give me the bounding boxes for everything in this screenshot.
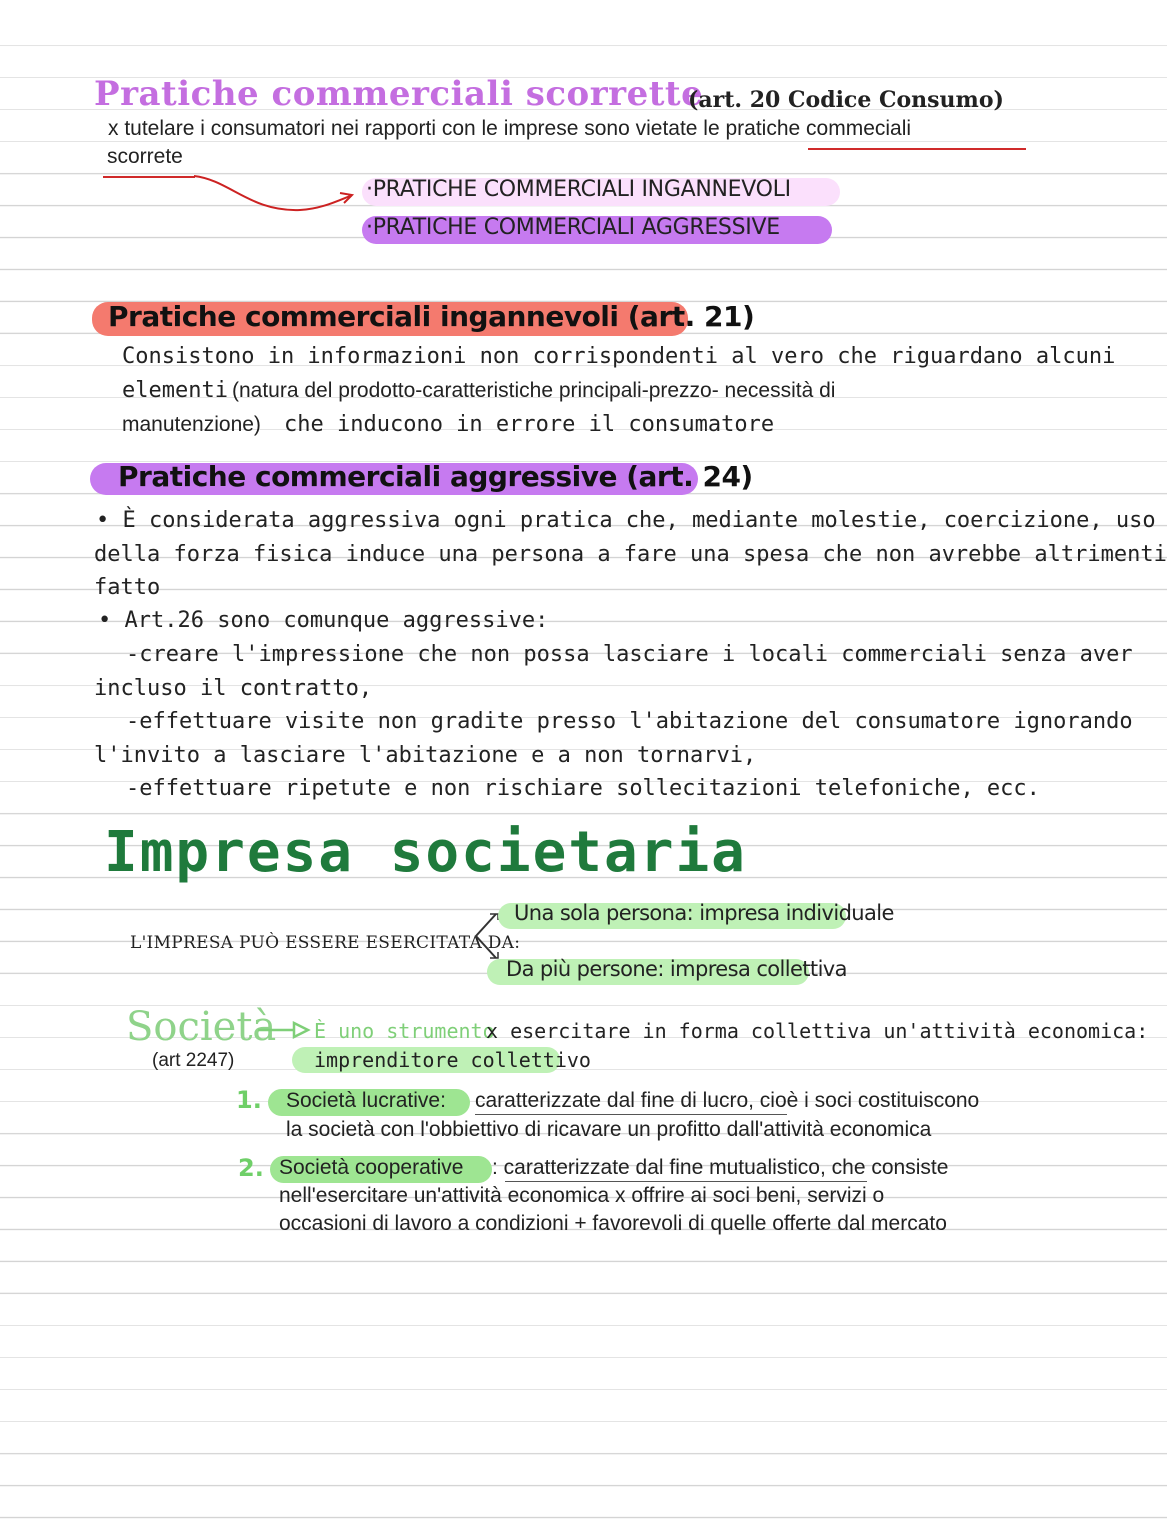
societa-word: Società: [126, 1004, 277, 1050]
societa-def-a: È uno strumento: [314, 1019, 495, 1043]
societa-ref: (art 2247): [152, 1050, 235, 1071]
ingannevoli-line-3a: manutenzione): [122, 413, 261, 436]
ingannevoli-line-3b: che inducono in errore il consumatore: [284, 412, 775, 437]
ingannevoli-line-2a: elementi: [122, 378, 228, 403]
aggressive-p1-line-2: della forza fisica induce una persona a fare una spesa che non avrebbe altrimenti: [94, 542, 1167, 567]
heading-impresa-societaria: Impresa societaria: [104, 820, 747, 885]
option-collettiva: Da più persone: impresa collettiva: [506, 957, 847, 981]
intro-line-1: x tutelare i consumatori nei rapporti con le imprese sono vietate le pratiche commeciali: [108, 117, 912, 140]
aggressive-item-2-line-1: -effettuare visite non gradite presso l'abitazione del consumatore ignorando: [126, 709, 1133, 734]
aggressive-item-2-line-2: l'invito a lasciare l'abitazione e a non tornarvi,: [94, 743, 757, 768]
item-1-line-2: la società con l'obbiettivo di ricavare un profitto dall'attività economica: [286, 1118, 932, 1141]
type-ingannevoli: ·PRATICHE COMMERCIALI INGANNEVOLI: [366, 177, 791, 202]
item-2-number: 2.: [238, 1154, 264, 1182]
item-1-underline: [475, 1114, 787, 1115]
societa-def-c: imprenditore collettivo: [314, 1048, 591, 1072]
aggressive-item-3-line-1: -effettuare ripetute e non rischiare sollecitazioni telefoniche, ecc.: [126, 776, 1040, 801]
type-aggressive: ·PRATICHE COMMERCIALI AGGRESSIVE: [366, 215, 780, 240]
section-title-reference: (art. 20 Codice Consumo): [688, 87, 1004, 113]
heading-ingannevoli: Pratiche commerciali ingannevoli (art. 21): [108, 300, 755, 333]
ingannevoli-line-2b: (natura del prodotto-caratteristiche principali-prezzo- necessità di: [232, 379, 836, 402]
item-2-underline: [505, 1181, 867, 1182]
item-2-label: Società cooperative: [279, 1156, 464, 1179]
arrow-right-icon: [256, 1020, 312, 1040]
aggressive-p1-line-3: fatto: [94, 575, 161, 600]
ingannevoli-line-1: Consistono in informazioni non corrispondenti al vero che riguardano alcuni: [122, 344, 1116, 369]
item-2-line-1: : caratterizzate dal fine mutualistico, che consiste: [492, 1156, 949, 1179]
societa-def-b: x esercitare in forma collettiva un'attività economica:: [486, 1019, 1149, 1043]
item-1-number: 1.: [236, 1086, 262, 1114]
scorrete-underline: [103, 176, 195, 178]
aggressive-item-1-line-2: incluso il contratto,: [94, 676, 373, 701]
intro-line-2: scorrete: [107, 145, 183, 168]
intro-underline: [808, 148, 1026, 150]
option-individuale: Una sola persona: impresa individuale: [514, 901, 894, 925]
item-1-label: Società lucrative:: [286, 1089, 446, 1112]
section-title-pratiche-scorrette: Pratiche commerciali scorrette: [94, 74, 704, 114]
aggressive-p2-line-1: • Art.26 sono comunque aggressive:: [98, 608, 549, 633]
item-2-line-2: nell'esercitare un'attività economica x offrire ai soci beni, servizi o: [279, 1184, 885, 1207]
item-1-line-1: caratterizzate dal fine di lucro, cioè i soci costituiscono: [475, 1089, 980, 1112]
aggressive-item-1-line-1: -creare l'impressione che non possa lasciare i locali commerciali senza aver: [126, 642, 1133, 667]
heading-aggressive: Pratiche commerciali aggressive (art. 24): [118, 460, 753, 493]
esercitata-label: L'IMPRESA PUÒ ESSERE ESERCITATA DA:: [130, 933, 521, 953]
aggressive-p1-line-1: • È considerata aggressiva ogni pratica che, mediante molestie, coercizione, uso: [96, 508, 1156, 533]
curved-arrow-icon: [190, 172, 360, 217]
item-2-line-3: occasioni di lavoro a condizioni + favorevoli di quelle offerte dal mercato: [279, 1212, 947, 1235]
